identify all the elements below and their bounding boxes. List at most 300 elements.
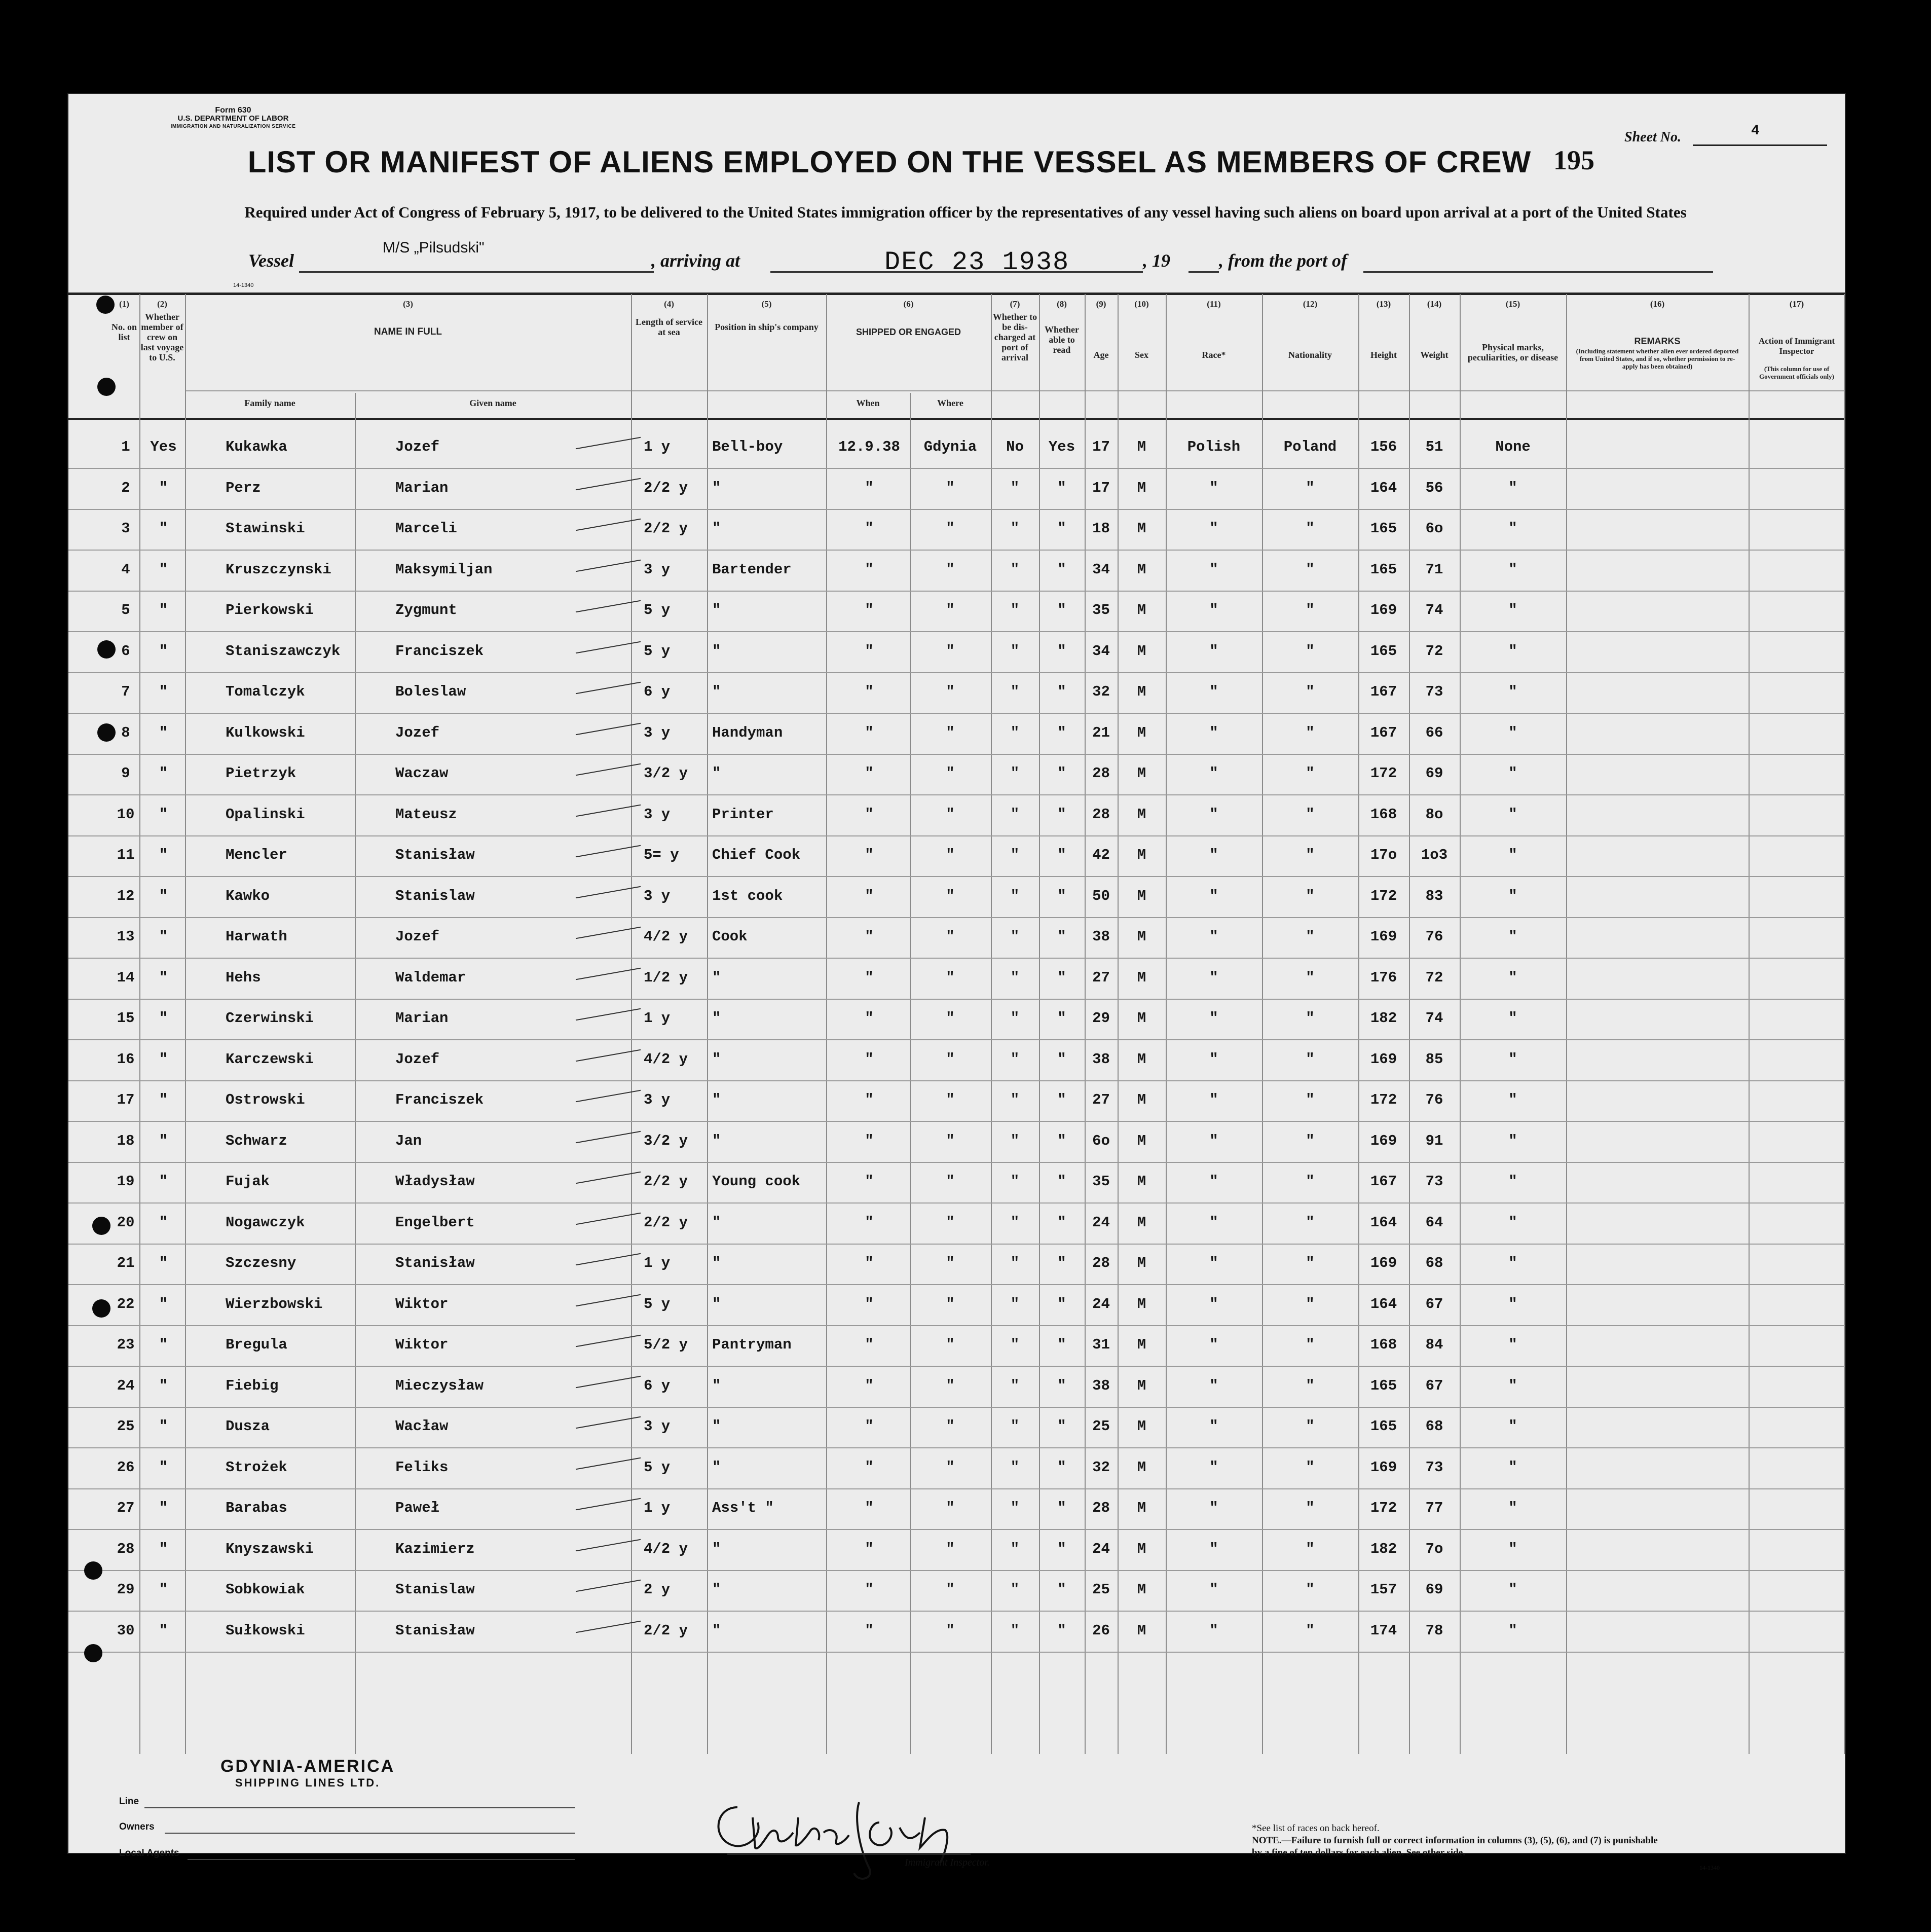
- pencil-tick-mark: [576, 519, 641, 531]
- physical-marks-cell: ": [1508, 806, 1517, 823]
- nationality-cell: ": [1306, 1214, 1315, 1231]
- row-number-cell: 5: [121, 602, 130, 618]
- weight-cell: 56: [1425, 479, 1443, 496]
- given-name-cell: Zygmunt: [395, 602, 457, 618]
- physical-marks-cell: ": [1508, 1500, 1517, 1516]
- length-of-service-cell: 3 y: [644, 887, 671, 904]
- height-cell: 176: [1370, 969, 1397, 986]
- col7-number: (7): [1010, 299, 1020, 309]
- age-cell: 34: [1092, 561, 1110, 578]
- height-cell: 182: [1370, 1010, 1397, 1027]
- discharged-cell: ": [1010, 847, 1020, 863]
- footer-form-code: 14-1340: [1699, 1864, 1720, 1871]
- sex-cell: M: [1137, 724, 1146, 741]
- pencil-tick-mark: [576, 763, 641, 776]
- able-to-read-cell: ": [1057, 724, 1066, 741]
- shipped-where-cell: ": [946, 1050, 955, 1068]
- length-of-service-cell: 2/2 y: [644, 479, 688, 496]
- height-cell: 165: [1370, 1418, 1397, 1435]
- length-of-service-cell: 3/2 y: [644, 1132, 688, 1149]
- physical-marks-cell: ": [1508, 887, 1517, 904]
- shipped-where-cell: ": [946, 1091, 955, 1108]
- row-number-cell: 26: [117, 1459, 135, 1476]
- age-cell: 32: [1092, 1459, 1110, 1476]
- height-cell: 168: [1370, 1336, 1397, 1353]
- sex-cell: M: [1137, 1173, 1146, 1190]
- height-cell: 172: [1370, 1500, 1397, 1516]
- able-to-read-cell: ": [1057, 683, 1066, 700]
- shipped-where-cell: Gdynia: [923, 439, 977, 455]
- given-name-cell: Engelbert: [395, 1214, 475, 1231]
- shipped-when-cell: ": [865, 1214, 874, 1231]
- physical-marks-cell: ": [1508, 928, 1517, 945]
- shipped-when-cell: ": [865, 1050, 874, 1068]
- given-name-cell: Jozef: [395, 1050, 440, 1068]
- family-name-cell: Dusza: [226, 1418, 270, 1435]
- row-number-cell: 11: [117, 847, 135, 863]
- given-name-cell: Wiktor: [395, 1295, 449, 1313]
- row-number-cell: 6: [121, 642, 130, 660]
- col5-header: Position in ship's company: [715, 322, 819, 332]
- family-name-cell: Barabas: [226, 1500, 287, 1516]
- weight-cell: 64: [1425, 1214, 1443, 1231]
- position-cell: ": [712, 1050, 721, 1068]
- shipped-where-cell: ": [946, 1173, 955, 1190]
- discharged-cell: ": [1010, 1173, 1020, 1190]
- height-cell: 167: [1370, 724, 1397, 741]
- sex-cell: M: [1137, 1377, 1146, 1394]
- race-cell: ": [1209, 969, 1218, 986]
- weight-cell: 1o3: [1421, 847, 1448, 863]
- arrival-date-stamp: DEC 23 1938: [884, 247, 1070, 277]
- shipped-when-cell: ": [865, 1010, 874, 1027]
- col6-header: SHIPPED OR ENGAGED: [856, 327, 961, 337]
- height-cell: 164: [1370, 1295, 1397, 1313]
- table-row: [68, 1408, 1845, 1448]
- weight-cell: 83: [1425, 887, 1443, 904]
- page-title: LIST OR MANIFEST OF ALIENS EMPLOYED ON THE VESSEL AS MEMBERS OF CREW: [247, 145, 1532, 179]
- race-cell: ": [1209, 847, 1218, 863]
- able-to-read-cell: ": [1057, 969, 1066, 986]
- given-name-cell: Stanisław: [395, 1622, 475, 1639]
- given-name-cell: Feliks: [395, 1459, 449, 1476]
- family-name-cell: Mencler: [226, 847, 287, 863]
- physical-marks-cell: ": [1508, 1214, 1517, 1231]
- pencil-tick-mark: [576, 1375, 641, 1388]
- position-cell: Handyman: [712, 724, 783, 741]
- age-cell: 38: [1092, 1050, 1110, 1068]
- family-name-cell: Nogawczyk: [226, 1214, 305, 1231]
- footer-note: [1252, 1822, 1667, 1859]
- given-name-cell: Stanislaw: [395, 887, 475, 904]
- length-of-service-cell: 1/2 y: [644, 969, 688, 986]
- row-number-cell: 13: [117, 928, 135, 945]
- previous-voyage-cell: ": [159, 1459, 168, 1476]
- physical-marks-cell: ": [1508, 1050, 1517, 1068]
- previous-voyage-cell: ": [159, 1255, 168, 1271]
- pencil-tick-mark: [576, 1416, 641, 1429]
- physical-marks-cell: ": [1508, 1132, 1517, 1149]
- shipped-when-cell: ": [865, 765, 874, 782]
- discharged-cell: ": [1010, 1091, 1020, 1108]
- family-name-cell: Opalinski: [226, 806, 305, 823]
- able-to-read-cell: ": [1057, 806, 1066, 823]
- table-row: [68, 1041, 1845, 1081]
- family-name-cell: Kukawka: [226, 439, 287, 455]
- previous-voyage-cell: ": [159, 1214, 168, 1231]
- races-note: *See list of races on back hereof.: [1252, 1823, 1380, 1834]
- race-cell: ": [1209, 765, 1218, 782]
- given-name-cell: Jozef: [395, 724, 440, 741]
- col10-number: (10): [1134, 299, 1149, 309]
- able-to-read-cell: ": [1057, 928, 1066, 945]
- length-of-service-cell: 6 y: [644, 683, 671, 700]
- family-name-cell: Bregula: [226, 1336, 287, 1353]
- position-cell: Pantryman: [712, 1336, 792, 1353]
- given-name-cell: Stanislaw: [395, 1581, 475, 1598]
- shipped-where-cell: ": [946, 928, 955, 945]
- given-name-cell: Wacław: [395, 1418, 449, 1435]
- small-form-code: 14-1340: [233, 282, 254, 288]
- able-to-read-cell: ": [1057, 887, 1066, 904]
- binder-hole: [96, 296, 115, 314]
- weight-cell: 69: [1425, 765, 1443, 782]
- shipped-when-cell: ": [865, 1255, 874, 1271]
- table-row: [68, 1081, 1845, 1122]
- weight-cell: 51: [1425, 439, 1443, 455]
- col1-number: (1): [119, 299, 129, 309]
- shipped-where-cell: ": [946, 806, 955, 823]
- row-number-cell: 17: [117, 1091, 135, 1108]
- previous-voyage-cell: ": [159, 887, 168, 904]
- length-of-service-cell: 4/2 y: [644, 928, 688, 945]
- height-cell: 172: [1370, 1091, 1397, 1108]
- height-cell: 169: [1370, 1255, 1397, 1271]
- weight-cell: 72: [1425, 642, 1443, 660]
- height-cell: 165: [1370, 561, 1397, 578]
- row-number-cell: 20: [117, 1214, 135, 1231]
- given-name-cell: Marian: [395, 1010, 449, 1027]
- col14-header: Weight: [1420, 350, 1449, 360]
- row-number-cell: 1: [121, 439, 130, 455]
- previous-voyage-cell: ": [159, 847, 168, 863]
- col7-header: Whether to be dis-charged at port of arrival: [992, 312, 1037, 362]
- age-cell: 28: [1092, 1255, 1110, 1271]
- header-top-rule: [68, 293, 1845, 295]
- able-to-read-cell: ": [1057, 602, 1066, 618]
- discharged-cell: ": [1010, 1418, 1020, 1435]
- discharged-cell: ": [1010, 1336, 1020, 1353]
- given-name-cell: Marian: [395, 479, 449, 496]
- length-of-service-cell: 2/2 y: [644, 520, 688, 537]
- sex-cell: M: [1137, 561, 1146, 578]
- given-name-cell: Boleslaw: [395, 683, 466, 700]
- height-cell: 164: [1370, 1214, 1397, 1231]
- col2-header: Whether member of crew on last voyage to U.S.: [140, 312, 184, 362]
- previous-voyage-cell: ": [159, 642, 168, 660]
- given-name-cell: Mateusz: [395, 806, 457, 823]
- shipped-when-cell: ": [865, 1540, 874, 1557]
- family-name-cell: Perz: [226, 479, 261, 496]
- shipped-where-cell: ": [946, 765, 955, 782]
- length-of-service-cell: 4/2 y: [644, 1540, 688, 1557]
- age-cell: 42: [1092, 847, 1110, 863]
- col15-number: (15): [1505, 299, 1520, 309]
- table-row: [68, 755, 1845, 795]
- row-number-cell: 27: [117, 1500, 135, 1516]
- length-of-service-cell: 3 y: [644, 561, 671, 578]
- age-cell: 24: [1092, 1540, 1110, 1557]
- previous-voyage-cell: ": [159, 1010, 168, 1027]
- physical-marks-cell: ": [1508, 1010, 1517, 1027]
- position-cell: Printer: [712, 806, 774, 823]
- height-cell: 172: [1370, 887, 1397, 904]
- year-label: , 19: [1143, 250, 1170, 271]
- table-row: [68, 1367, 1845, 1408]
- col17-header: Action of Immigrant Inspector: [1758, 336, 1835, 356]
- weight-cell: 68: [1425, 1418, 1443, 1435]
- shipped-when-cell: ": [865, 1500, 874, 1516]
- pencil-tick-mark: [576, 437, 641, 450]
- row-number-cell: 16: [117, 1050, 135, 1068]
- weight-cell: 76: [1425, 1091, 1443, 1108]
- col11-header: Race*: [1202, 350, 1226, 360]
- able-to-read-cell: Yes: [1048, 439, 1075, 455]
- from-port-rule: [1363, 271, 1713, 273]
- physical-marks-cell: ": [1508, 969, 1517, 986]
- sex-cell: M: [1137, 439, 1146, 455]
- pencil-tick-mark: [576, 1498, 641, 1511]
- physical-marks-cell: ": [1508, 1377, 1517, 1394]
- row-rule: [68, 1652, 1845, 1653]
- length-of-service-cell: 1 y: [644, 1010, 671, 1027]
- length-of-service-cell: 4/2 y: [644, 1050, 688, 1068]
- row-number-cell: 24: [117, 1377, 135, 1394]
- height-cell: 165: [1370, 1377, 1397, 1394]
- physical-marks-cell: ": [1508, 724, 1517, 741]
- table-row: [68, 878, 1845, 918]
- col14-number: (14): [1427, 299, 1442, 309]
- age-cell: 6o: [1092, 1132, 1110, 1149]
- previous-voyage-cell: Yes: [150, 439, 177, 455]
- sex-cell: M: [1137, 1214, 1146, 1231]
- weight-cell: 68: [1425, 1255, 1443, 1271]
- nationality-cell: ": [1306, 642, 1315, 660]
- position-cell: ": [712, 1377, 721, 1394]
- race-cell: Polish: [1187, 439, 1241, 455]
- family-name-cell: Czerwinski: [226, 1010, 314, 1027]
- shipped-where-cell: ": [946, 1255, 955, 1271]
- able-to-read-cell: ": [1057, 1336, 1066, 1353]
- family-name-cell: Knyszawski: [226, 1540, 314, 1557]
- race-cell: ": [1209, 1214, 1218, 1231]
- shipped-when-cell: ": [865, 847, 874, 863]
- discharged-cell: ": [1010, 642, 1020, 660]
- nationality-cell: ": [1306, 1010, 1315, 1027]
- height-cell: 168: [1370, 806, 1397, 823]
- sex-cell: M: [1137, 1255, 1146, 1271]
- table-row: [68, 1163, 1845, 1204]
- discharged-cell: ": [1010, 1050, 1020, 1068]
- row-number-cell: 21: [117, 1255, 135, 1271]
- discharged-cell: ": [1010, 1214, 1020, 1231]
- weight-cell: 71: [1425, 561, 1443, 578]
- previous-voyage-cell: ": [159, 1336, 168, 1353]
- col4-header: Length of service at sea: [636, 317, 702, 337]
- physical-marks-cell: ": [1508, 1173, 1517, 1190]
- nationality-cell: ": [1306, 1173, 1315, 1190]
- age-cell: 28: [1092, 806, 1110, 823]
- shipped-where-cell: ": [946, 683, 955, 700]
- physical-marks-cell: ": [1508, 520, 1517, 537]
- given-name-cell: Waczaw: [395, 765, 449, 782]
- position-cell: ": [712, 602, 721, 618]
- local-agents-rule: [188, 1859, 575, 1860]
- sex-cell: M: [1137, 1581, 1146, 1598]
- given-name-cell: Mieczysław: [395, 1377, 484, 1394]
- shipped-when-cell: ": [865, 642, 874, 660]
- physical-marks-cell: ": [1508, 602, 1517, 618]
- subtitle: Required under Act of Congress of February 5, 1917, to be delivered to the United States immigration officer by the representatives of any vessel having such aliens on board upon arrival at a port of the United States: [244, 203, 1687, 221]
- vessel-label: Vessel: [248, 250, 294, 271]
- race-cell: ": [1209, 561, 1218, 578]
- length-of-service-cell: 3 y: [644, 724, 671, 741]
- binder-hole: [97, 378, 116, 396]
- given-name-cell: Stanisław: [395, 1255, 475, 1271]
- owners-rule: [165, 1833, 575, 1834]
- discharged-cell: ": [1010, 765, 1020, 782]
- col12-number: (12): [1303, 299, 1318, 309]
- shipped-where-cell: ": [946, 1010, 955, 1027]
- sex-cell: M: [1137, 1050, 1146, 1068]
- length-of-service-cell: 6 y: [644, 1377, 671, 1394]
- table-row: [68, 428, 1845, 469]
- age-cell: 27: [1092, 1091, 1110, 1108]
- family-name-cell: Ostrowski: [226, 1091, 305, 1108]
- pencil-tick-mark: [576, 845, 641, 858]
- age-cell: 28: [1092, 1500, 1110, 1516]
- header-bottom-rule: [68, 418, 1845, 420]
- race-cell: ": [1209, 602, 1218, 618]
- race-cell: ": [1209, 683, 1218, 700]
- previous-voyage-cell: ": [159, 1377, 168, 1394]
- previous-voyage-cell: ": [159, 520, 168, 537]
- sex-cell: M: [1137, 683, 1146, 700]
- age-cell: 24: [1092, 1295, 1110, 1313]
- shipped-where-cell: ": [946, 847, 955, 863]
- sex-cell: M: [1137, 1622, 1146, 1639]
- length-of-service-cell: 5 y: [644, 1295, 671, 1313]
- discharged-cell: ": [1010, 1295, 1020, 1313]
- pencil-tick-mark: [576, 478, 641, 490]
- year-rule: [1189, 271, 1219, 273]
- shipped-where-cell: ": [946, 602, 955, 618]
- row-number-cell: 12: [117, 887, 135, 904]
- age-cell: 32: [1092, 683, 1110, 700]
- col9-header: Age: [1093, 350, 1109, 360]
- position-cell: ": [712, 683, 721, 700]
- family-name-cell: Szczesny: [226, 1255, 296, 1271]
- previous-voyage-cell: ": [159, 1418, 168, 1435]
- nationality-cell: ": [1306, 806, 1315, 823]
- length-of-service-cell: 2 y: [644, 1581, 671, 1598]
- given-name-cell: Władysław: [395, 1173, 475, 1190]
- col13-number: (13): [1376, 299, 1391, 309]
- manifest-sheet: [68, 94, 1845, 1871]
- form-identifier: [119, 106, 347, 131]
- physical-marks-cell: None: [1495, 439, 1531, 455]
- length-of-service-cell: 3/2 y: [644, 765, 688, 782]
- shipped-when-cell: ": [865, 1336, 874, 1353]
- given-name-cell: Jan: [395, 1132, 422, 1149]
- weight-cell: 67: [1425, 1377, 1443, 1394]
- height-cell: 165: [1370, 520, 1397, 537]
- col13-header: Height: [1370, 350, 1397, 360]
- weight-cell: 91: [1425, 1132, 1443, 1149]
- able-to-read-cell: ": [1057, 1418, 1066, 1435]
- col6-where-header: Where: [937, 398, 963, 408]
- table-row: [68, 1122, 1845, 1163]
- length-of-service-cell: 5 y: [644, 1459, 671, 1476]
- discharged-cell: ": [1010, 1540, 1020, 1557]
- table-row: [68, 592, 1845, 632]
- able-to-read-cell: ": [1057, 1377, 1066, 1394]
- row-number-cell: 8: [121, 724, 130, 741]
- discharged-cell: ": [1010, 806, 1020, 823]
- pencil-tick-mark: [576, 927, 641, 939]
- previous-voyage-cell: ": [159, 561, 168, 578]
- nationality-cell: ": [1306, 887, 1315, 904]
- position-cell: Ass't ": [712, 1500, 774, 1516]
- shipped-when-cell: ": [865, 479, 874, 496]
- race-cell: ": [1209, 887, 1218, 904]
- given-name-cell: Jozef: [395, 439, 440, 455]
- race-cell: ": [1209, 520, 1218, 537]
- nationality-cell: ": [1306, 561, 1315, 578]
- race-cell: ": [1209, 1581, 1218, 1598]
- col8-number: (8): [1057, 299, 1067, 309]
- length-of-service-cell: 2/2 y: [644, 1173, 688, 1190]
- race-cell: ": [1209, 1459, 1218, 1476]
- owners-label: Owners: [119, 1821, 155, 1832]
- nationality-cell: ": [1306, 1336, 1315, 1353]
- sex-cell: M: [1137, 1418, 1146, 1435]
- previous-voyage-cell: ": [159, 724, 168, 741]
- able-to-read-cell: ": [1057, 1050, 1066, 1068]
- line-rule: [144, 1807, 575, 1808]
- binder-hole: [84, 1644, 102, 1662]
- family-name-cell: Staniszawczyk: [226, 642, 341, 660]
- col8-header: Whether able to read: [1045, 324, 1079, 355]
- discharged-cell: ": [1010, 683, 1020, 700]
- race-cell: ": [1209, 928, 1218, 945]
- col1-header: No. on list: [112, 322, 137, 342]
- table-row: [68, 1449, 1845, 1489]
- page-number-stamp: 195: [1553, 145, 1594, 175]
- from-port-label: , from the port of: [1219, 250, 1348, 271]
- pencil-tick-mark: [576, 1294, 641, 1306]
- physical-marks-cell: ": [1508, 1540, 1517, 1557]
- pencil-tick-mark: [576, 1008, 641, 1021]
- nationality-cell: ": [1306, 1255, 1315, 1271]
- row-number-cell: 25: [117, 1418, 135, 1435]
- col15-header: Physical marks, peculiarities, or disease: [1467, 342, 1558, 362]
- binder-hole: [84, 1561, 102, 1580]
- race-cell: ": [1209, 1377, 1218, 1394]
- position-cell: ": [712, 1540, 721, 1557]
- family-name-cell: Kulkowski: [226, 724, 305, 741]
- age-cell: 35: [1092, 602, 1110, 618]
